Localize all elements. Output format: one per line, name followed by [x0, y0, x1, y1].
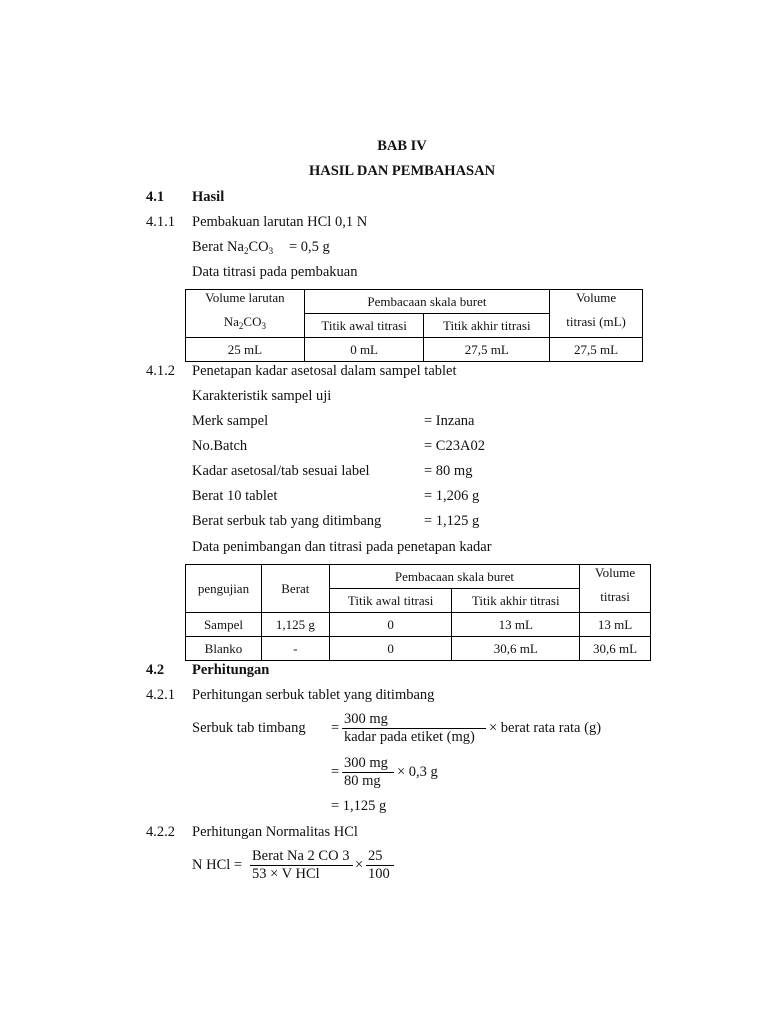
table-cell: Blanko — [186, 637, 262, 661]
formula-result: = 1,125 g — [331, 798, 387, 814]
table-cell: 0 — [329, 637, 452, 661]
char-label: No.Batch — [192, 438, 248, 454]
section-number: 4.1 — [146, 189, 165, 205]
standardization-table — [185, 289, 643, 362]
table-cell: 30,6 mL — [452, 637, 580, 661]
subsection-title: Penetapan kadar asetosal dalam sampel tablet — [192, 363, 457, 379]
char-value: = 80 mg — [424, 463, 473, 479]
header-titik-akhir: Titik akhir titrasi — [424, 314, 550, 338]
section-number: 4.2 — [146, 662, 165, 678]
header-buret: Pembacaan skala buret — [329, 565, 579, 589]
times-sign: × — [355, 857, 364, 873]
table-cell: 30,6 mL — [580, 637, 651, 661]
numerator: 25 — [368, 848, 383, 864]
char-value: = 1,125 g — [424, 513, 480, 529]
numerator: 300 mg — [344, 755, 388, 771]
table-cell: 13 mL — [580, 613, 651, 637]
char-label: Merk sampel — [192, 413, 269, 429]
header-volume-titrasi: Volume titrasi — [580, 565, 651, 613]
formula-tail: × berat rata rata (g) — [489, 720, 602, 736]
subsection-title: Pembakuan larutan HCl 0,1 N — [192, 214, 368, 230]
subsection-number: 4.1.1 — [146, 214, 175, 230]
char-value: = C23A02 — [424, 438, 485, 454]
char-value: = Inzana — [424, 413, 475, 429]
table-row — [186, 338, 643, 362]
header-volume-larutan: Volume larutan $Na_2CO_3$ — [186, 290, 305, 338]
table-cell: 13 mL — [452, 613, 580, 637]
formula-lhs: Serbuk tab timbang — [192, 720, 306, 736]
header-titik-akhir: Titik akhir titrasi — [452, 589, 580, 613]
berat-value: = 0,5 g — [289, 239, 330, 255]
fraction — [342, 755, 394, 790]
chapter-number: BAB IV — [377, 138, 427, 154]
table-caption: Data titrasi pada pembakuan — [192, 264, 358, 280]
table-cell: Sampel — [186, 613, 262, 637]
denominator: 100 — [366, 865, 394, 883]
formula-lhs: N HCl = — [192, 857, 243, 873]
header-pengujian: pengujian — [186, 565, 262, 613]
subsection-number: 4.2.1 — [146, 687, 175, 703]
table-row — [186, 637, 651, 661]
table-cell: 27,5 mL — [424, 338, 550, 362]
char-label: Berat serbuk tab yang ditimbang — [192, 513, 382, 529]
denominator: kadar pada etiket (mg) — [342, 728, 486, 746]
denominator: 53 × V HCl — [250, 865, 353, 883]
table-cell: 0 mL — [304, 338, 424, 362]
fraction — [366, 848, 394, 883]
denominator: 80 mg — [342, 772, 394, 790]
table-cell: 1,125 g — [261, 613, 329, 637]
formula-tail: × 0,3 g — [397, 764, 438, 780]
table-cell: 27,5 mL — [550, 338, 643, 362]
header-berat: Berat — [261, 565, 329, 613]
table-cell: 25 mL — [186, 338, 305, 362]
equals-sign: = — [331, 720, 340, 736]
header-buret: Pembacaan skala buret — [304, 290, 549, 314]
table-cell: - — [261, 637, 329, 661]
subsection-title: Perhitungan Normalitas HCl — [192, 824, 358, 840]
subsection-number: 4.1.2 — [146, 363, 175, 379]
section-title: Hasil — [192, 189, 225, 205]
char-label: Berat 10 tablet — [192, 488, 278, 504]
char-label: Kadar asetosal/tab sesuai label — [192, 463, 370, 479]
berat-line: Berat $Na_2CO_3$ — [192, 239, 274, 256]
numerator: 300 mg — [344, 711, 388, 727]
characteristics-heading: Karakteristik sampel uji — [192, 388, 332, 404]
equals-sign: = — [331, 764, 340, 780]
assay-table — [185, 564, 651, 661]
chapter-title: HASIL DAN PEMBAHASAN — [308, 163, 496, 179]
header-titik-awal: Titik awal titrasi — [329, 589, 452, 613]
numerator: Berat Na 2 CO 3 — [252, 848, 350, 864]
char-value: = 1,206 g — [424, 488, 480, 504]
subsection-title: Perhitungan serbuk tablet yang ditimbang — [192, 687, 435, 703]
fraction — [342, 711, 486, 746]
fraction — [250, 848, 353, 883]
table-caption: Data penimbangan dan titrasi pada penetapan kadar — [192, 539, 492, 555]
table-cell: 0 — [329, 613, 452, 637]
table-row — [186, 613, 651, 637]
header-titik-awal: Titik awal titrasi — [304, 314, 424, 338]
subsection-number: 4.2.2 — [146, 824, 175, 840]
header-volume-titrasi: Volume titrasi (mL) — [550, 290, 643, 338]
section-title: Perhitungan — [192, 662, 270, 678]
